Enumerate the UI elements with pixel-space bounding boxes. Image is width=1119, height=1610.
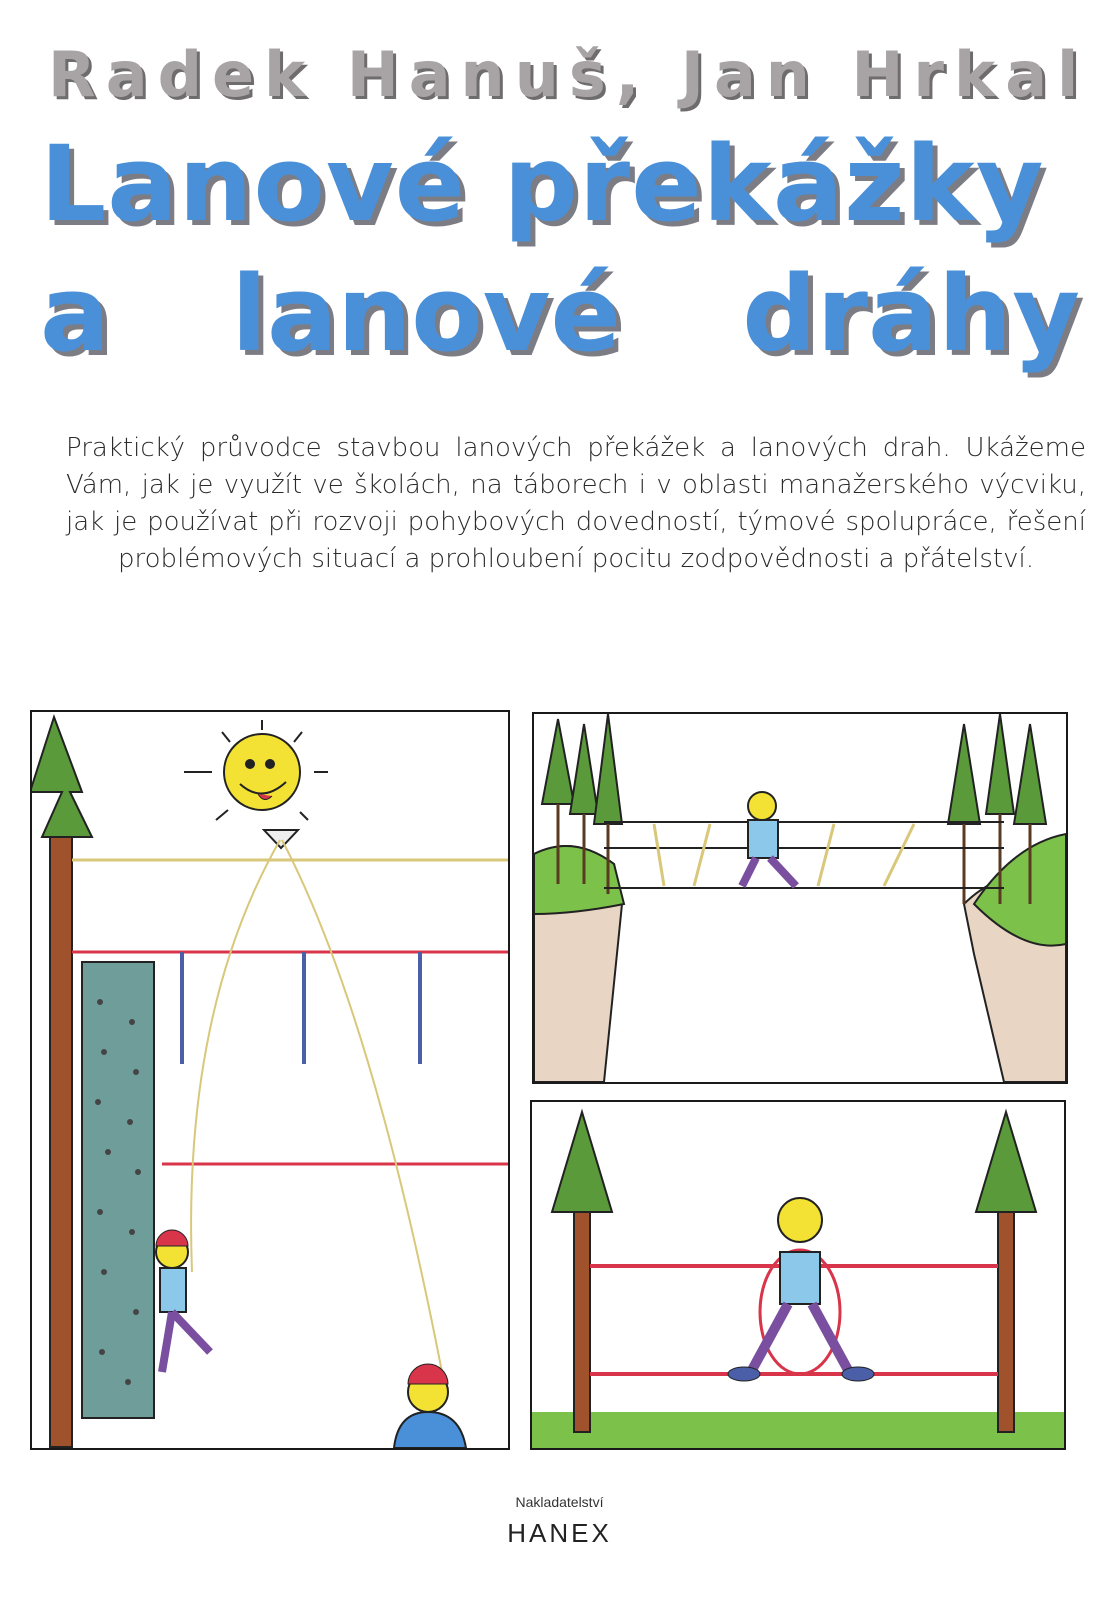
climbing-wall-illustration — [30, 710, 510, 1450]
slackline-illustration — [530, 1100, 1066, 1450]
book-authors: Radek Hanuš, Jan Hrkal — [48, 38, 1089, 111]
rope-bridge-illustration — [532, 712, 1068, 1084]
sun-icon — [184, 720, 328, 820]
title-word-drahy: dráhy — [742, 253, 1080, 375]
publisher-label: Nakladatelství — [515, 1494, 604, 1510]
title-word-a: a — [40, 253, 111, 375]
book-title-line-2 — [40, 253, 1080, 375]
publisher-name: HANEX — [507, 1518, 612, 1548]
title-word-lanove: lanové — [231, 253, 622, 375]
book-description: Praktický průvodce stavbou lanových překážek a lanových drah. Ukážeme Vám, jak je využít ve školách, na táborech i v oblasti manažerského výcviku, jak je používat při rozvoji pohybových dovedností, týmové spolupráce, řešení problémových situací a prohloubení pocitu zodpovědnosti a přátelství. — [66, 433, 1086, 574]
book-title-line-1: Lanové překážky — [40, 123, 1045, 245]
